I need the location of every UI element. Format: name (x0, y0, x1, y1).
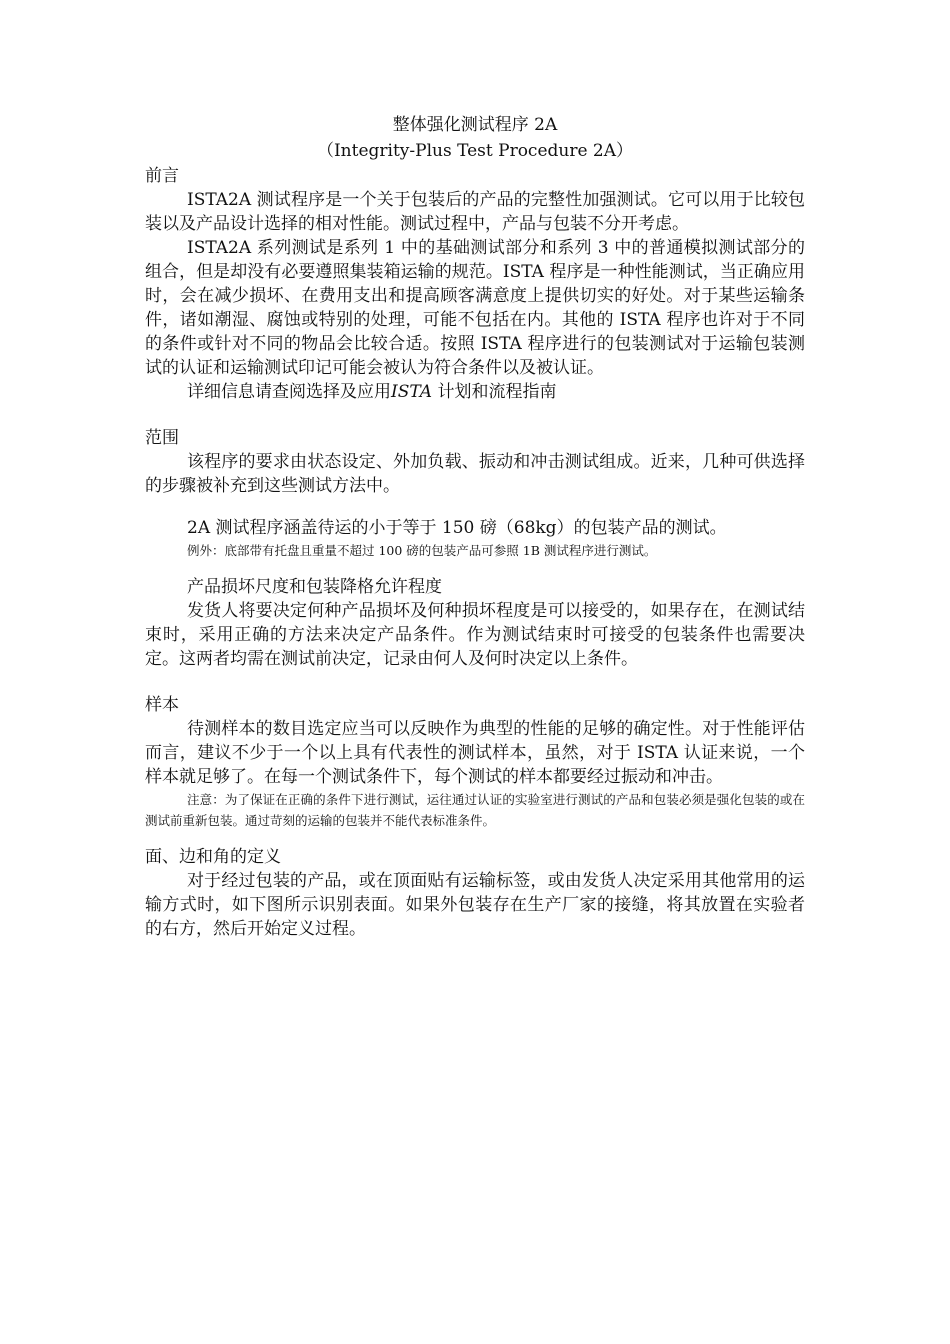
scope-exception-note: 例外：底部带有托盘且重量不超过 100 磅的包装产品可参照 1B 测试程序进行测试。 (187, 543, 657, 558)
samples-note: 注意：为了保证在正确的条件下进行测试，运往通过认证的实验室进行测试的产品和包装必须是强化包装的或在测试前重新包装。通过苛刻的运输的包装并不能代表标准条件。 (145, 792, 805, 828)
scope-paragraph-2: 2A 测试程序涵盖待运的小于等于 150 磅（68kg）的包装产品的测试。 (187, 518, 727, 538)
definitions-heading: 面、边和角的定义 (145, 847, 281, 867)
definitions-paragraph-1: 对于经过包装的产品，或在顶面贴有运输标签，或由发货人决定采用其他常用的运输方式时，如下图所示识别表面。如果外包装存在生产厂家的接缝，将其放置在实验者的右方，然后开始定义过程。 (145, 871, 805, 939)
spacer (145, 831, 805, 845)
reference-ista: ISTA (391, 382, 433, 402)
reference-suffix: 计划和流程指南 (432, 382, 557, 402)
spacer (145, 671, 805, 693)
spacer (145, 561, 805, 575)
foreword-paragraph-2: ISTA2A 系列测试是系列 1 中的基础测试部分和系列 3 中的普通模拟测试部分的组合，但是却没有必要遵照集装箱运输的规范。ISTA 程序是一种性能测试，当正确应用时，会在减少损坏、在费用支出和提高顾客满意度上提供切实的好处。对于某些运输条件，诸如潮湿、腐蚀或特别的处理，可能不包括在内。其他的 ISTA 程序也许对于不同的条件或针对不同的物品会比较合适。按照 ISTA 程序进行的包装测试对于运输包装测试的认证和运输测试印记可能会被认为符合条件以及被认证。 (145, 238, 805, 378)
scope-heading: 范围 (145, 428, 179, 448)
document-title: 整体强化测试程序 2A (392, 115, 558, 135)
reference-prefix: 详细信息请查阅选择及应用 (187, 382, 391, 402)
foreword-paragraph-1: ISTA2A 测试程序是一个关于包装后的产品的完整性加强测试。它可以用于比较包装以及产品设计选择的相对性能。测试过程中，产品与包装不分开考虑。 (145, 190, 805, 234)
spacer (145, 404, 805, 426)
foreword-heading: 前言 (145, 166, 179, 186)
scope-paragraph-1: 该程序的要求由状态设定、外加负载、振动和冲击测试组成。近来，几种可供选择的步骤被补充到这些测试方法中。 (145, 452, 805, 496)
samples-paragraph-1: 待测样本的数目选定应当可以反映作为典型的性能的足够的确定性。对于性能评估而言，建议不少于一个以上具有代表性的测试样本，虽然，对于 ISTA 认证来说，一个样本就足够了。在每一个测试条件下，每个测试的样本都要经过振动和冲击。 (145, 719, 805, 787)
spacer (145, 498, 805, 516)
scope-subheading: 产品损坏尺度和包装降格允许程度 (187, 577, 442, 597)
foreword-reference (145, 380, 805, 404)
samples-heading: 样本 (145, 695, 179, 715)
scope-paragraph-3: 发货人将要决定何种产品损坏及何种损坏程度是可以接受的，如果存在，在测试结束时，采用正确的方法来决定产品条件。作为测试结束时可接受的包装条件也需要决定。这两者均需在测试前决定，记录由何人及何时决定以上条件。 (145, 601, 805, 669)
document-subtitle: （Integrity-Plus Test Procedure 2A） (316, 141, 634, 161)
document-page (145, 112, 805, 941)
